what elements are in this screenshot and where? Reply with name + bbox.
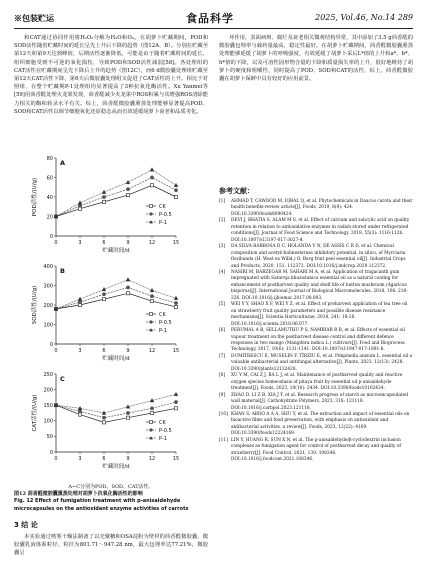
x-axis-label: 贮藏时间/d — [102, 356, 130, 362]
data-point — [150, 300, 153, 303]
data-point — [102, 190, 106, 194]
y-axis-label: SOD活性/(U/g) — [32, 285, 38, 325]
reference-number: [9] — [219, 392, 226, 398]
legend-label: P-1 — [159, 327, 167, 334]
data-point — [126, 416, 129, 419]
data-point — [102, 293, 105, 296]
reference-number: [3] — [219, 244, 226, 250]
references-heading: 参考文献： — [219, 187, 254, 195]
reference-item — [219, 218, 413, 244]
x-tick-label: 0 — [54, 240, 58, 246]
x-tick-label: 0 — [54, 348, 58, 354]
x-tick-label: 6 — [102, 348, 106, 354]
reference-number: [2] — [219, 218, 226, 224]
legend-marker — [149, 320, 152, 323]
y-tick-label: 200 — [43, 387, 53, 394]
reference-item — [219, 302, 413, 328]
reference-text: LIN Y, HUANG R, SUN X N, et al. The p-anisaldehyde/β-cyclodextrin inclusion complexes as fumigation agent for control of postharvest decay and quality of strawberry[J]. Food Control, 2021, 130: 108346. DOI:10.1016/j.foodcont.2021.108346. — [231, 437, 402, 463]
reference-number: [7] — [219, 353, 226, 359]
reference-text: XU Y M, CAI Z J, BA L J, et al. Maintenance of postharvest quality and reactive oxygen species homeostasis of pitaya fruit by essential oil p-anisaldehyde treatment[J]. Foods, 2023, 10(10): 2434. DOI:10.3390/foods10102434. — [231, 373, 403, 392]
reference-number: [11] — [219, 437, 228, 443]
reference-item — [219, 244, 413, 270]
reference-number: [1] — [219, 199, 226, 204]
data-point — [78, 413, 81, 416]
data-point — [150, 184, 153, 187]
reference-item — [219, 393, 413, 412]
data-point — [150, 411, 153, 414]
data-point — [102, 200, 105, 203]
reference-item — [219, 270, 413, 302]
section-heading: 3 结 论 — [14, 521, 38, 529]
y-tick-label: 40 — [46, 194, 53, 201]
data-point — [126, 411, 129, 414]
legend-marker — [149, 428, 152, 431]
data-point — [150, 168, 154, 172]
y-tick-label: 0 — [49, 449, 53, 456]
body-text: 坏作用，表面病斑、腐烂及衰老相关微观结构异常，其中添加了3.5 g茴香醛的微胶囊包埋率与载药量最高，稳定性最好。在胡萝卜贮藏期间，茴香醛微胶囊熏蒸处理能够延缓了胡萝卜的呼吸强度，有效延缓了胡萝卜采后L*值的上升和a*、b*、h*值的下降，以及可溶性固形物含量的下降和质量损失率的上升，很好地维持了胡萝卜的硬度和咀嚼性，同时提高了POD、SOD和CAT的活性，综上，茴香醛微胶囊在胡萝卜保鲜中具有较好的应用前景。 — [219, 35, 413, 83]
journal-title: 食品科学 — [186, 12, 234, 25]
series-line-ck — [56, 293, 176, 309]
reference-item — [219, 199, 413, 218]
data-point — [102, 421, 105, 424]
y-tick-label: 0 — [49, 233, 53, 240]
reference-list — [219, 199, 413, 464]
x-tick-label: 9 — [126, 456, 130, 462]
legend-marker — [150, 205, 153, 208]
reference-number: [6] — [219, 328, 226, 334]
legend-label: P-0.5 — [159, 211, 172, 218]
reference-item — [219, 438, 413, 464]
data-point — [126, 405, 130, 409]
reference-number: [8] — [219, 373, 226, 379]
x-tick-label: 12 — [148, 240, 156, 246]
conclusion-paragraph — [14, 533, 208, 558]
y-tick-label: 100 — [43, 418, 53, 425]
y-tick-label: 60 — [46, 175, 53, 182]
x-tick-label: 15 — [172, 456, 180, 462]
legend-label: CK — [159, 311, 166, 318]
reference-text: WEI Y Y, SHAO X F, WEI Y Z, et al. Effect of preharvest application of tea tree oil on strawberry fruit quality parameters and possible disease resistance mechanisms[J]. Scientia Horticulturae, 2018, 241: 18-28. DOI:10.1016/j.scienta.2018.06.077. — [231, 302, 408, 327]
data-point — [126, 278, 130, 282]
x-axis-label: 贮藏时间/d — [102, 248, 130, 254]
reference-number: [10] — [219, 411, 228, 417]
y-tick-label: 100 — [43, 322, 53, 329]
data-point — [150, 295, 153, 298]
y-tick-label: 50 — [46, 434, 53, 441]
x-tick-label: 3 — [78, 348, 82, 354]
data-point — [102, 195, 105, 198]
data-point — [174, 188, 177, 191]
reference-item — [219, 328, 413, 354]
data-point — [174, 305, 177, 308]
reference-item — [219, 373, 413, 392]
running-header — [14, 10, 413, 29]
data-point — [126, 193, 129, 196]
legend-label: P-1 — [159, 219, 167, 226]
legend-label: P-0.5 — [159, 319, 172, 326]
data-point — [126, 286, 129, 289]
y-tick-label: 80 — [46, 155, 53, 162]
data-point — [174, 400, 177, 403]
reference-text: AHMAD T, CAWOOD M, IQBAL Q, et al. Phytochemicals in Daucus carota and their health benefits-review article[J]. Foods, 2019, 8(9): 424. DOI:10.3390/foods8090424. — [231, 199, 413, 217]
data-point — [126, 292, 129, 295]
data-point — [102, 416, 105, 419]
x-tick-label: 12 — [148, 348, 156, 354]
x-tick-label: 12 — [148, 456, 156, 462]
series-line-ck — [56, 185, 176, 216]
y-tick-label: 200 — [43, 302, 53, 309]
figure-12 — [14, 152, 208, 482]
legend-marker — [150, 313, 153, 316]
reference-item — [219, 412, 413, 438]
reference-text: ZHAO D, LI Z B, XIA J Y, et al. Research progress of starch as microencapsulated wall material[J]. Carbohydrate Polymers, 2023, 318: 121118. DOI:10.1016/j.carbpol.2023.121118. — [231, 392, 408, 411]
data-point — [174, 301, 177, 304]
data-point — [174, 407, 177, 410]
reference-number: [5] — [219, 302, 226, 308]
y-axis-label: CAT活性/(U/g) — [32, 394, 38, 432]
reference-text: DA SILVA BARBOSA D C, HOLANDA V N, DE ASSIS C R D, et al. Chemical composition and acetylcholinesterase inhibitory potential, in silico, of Myrciaria floribunda (H. West ex Willd.) O. Berg fruit peel essential oil[J]. Industrial Crops and Products, 2020, 151: 112372. DOI:10.1016/j.indcrop.2020.112372. — [231, 244, 406, 269]
legend-label: P-0.5 — [159, 427, 172, 434]
x-tick-label: 15 — [172, 348, 180, 354]
y-tick-label: 0 — [49, 341, 53, 348]
y-tick-label: 150 — [43, 403, 53, 409]
reference-number: [4] — [219, 269, 226, 275]
reference-text: NASIRI M, BARZEGAR M, SAHARI M A, et al. Application of tragacanth gum impregnated with Satureja khuzistanica essential oil as a natural coating for enhancement of postharvest quality and shelf life of button mushroom (Agaricus bisporus)[J]. International Journal of Biological Macromolecules, 2018, 106: 218-226. DOI:10.1016/j.ijbiomac.2017.08.003. — [231, 269, 408, 301]
x-tick-label: 6 — [102, 240, 106, 246]
y-tick-label: 300 — [43, 283, 53, 290]
data-point — [174, 183, 178, 187]
legend-label: P-1 — [159, 435, 167, 442]
data-point — [78, 204, 81, 207]
x-tick-label: 9 — [126, 240, 130, 246]
x-axis-label: 贮藏时间/d — [102, 464, 130, 470]
right-paragraph — [219, 34, 413, 83]
data-point — [174, 296, 178, 300]
y-axis-label: POD活性/(U/g) — [32, 177, 38, 217]
legend-label: CK — [159, 419, 166, 426]
y-tick-label: 20 — [46, 214, 53, 221]
reference-text: DUMITRESCU E, MUSELIN F, TÎRZIU E, et al. Pimpinella anisum L. essential oil a valuable antibacterial and antifungal alternative[J]. Plants, 2023, 12(13): 2428. DOI:10.3390/plants12132428. — [231, 353, 413, 372]
panel-letter: A — [60, 159, 66, 167]
data-point — [126, 188, 129, 191]
caption-en: Fig. 12 Effect of fumigation treatment with p-anisaldehyde microcapsules on the antioxidant enzyme activities of carrots — [14, 498, 189, 512]
panel-letter: B — [60, 267, 65, 275]
y-tick-label: 250 — [43, 371, 53, 378]
data-point — [174, 195, 177, 198]
reference-text: DEVI J, BHATIA S, ALAM M S, et al. Effect of calcium and salicylic acid on quality retention in relation to antioxidative enzymes in radish stored under refrigerated conditions[J]. Journal of Food Science and Technology, 2018, 55(3): 1116-1126. DOI:10.1007/s13197-017-3027-4. — [231, 218, 410, 243]
data-point — [78, 410, 81, 413]
figure-svg — [14, 152, 208, 482]
legend-marker — [149, 212, 152, 215]
volume-page: 2025, Vol.46, No.14 289 — [315, 13, 413, 22]
data-point — [126, 180, 130, 184]
body-text: 和CAT通过协同作用将H₂O₂分解为H₂O和O₂。在胡萝卜贮藏期间，POD和SOD活性随着贮藏时间的延长呈先上升后下降的趋势（图12A、B）。分别在贮藏至第12天和第9天达到峰值，后期活性逐渐降低，可能是由于随着贮藏时间的延长，组织细胞受到不可逆的氧化损伤，导致POD和SOD活性减弱[58]。各处理组的CAT活性在贮藏期间呈先下降后上升的趋势（图12C），而6 d微胶囊处理组贮藏至第12天CAT活性下降，第6天后微胶囊处理组又促进了CAT活性的上升。相比于对照组，在整个贮藏期P-1处理组均显著提高了3种抗氧化酶活性。Xu Yanmei等[59]用茴香醛处理火龙果发现，茴香醛减少火龙果中ROS积累与其增强ROS清除能力相关的酶和转录水平有关。综上，茴香醛微胶囊熏蒸处理能够显著提高POD、SOD和CAT活性以调节细胞氧化还原稳态从而有效延缓胡萝卜衰老和品质劣化。 — [14, 35, 208, 115]
y-tick-label: 400 — [43, 263, 53, 270]
x-tick-label: 3 — [78, 240, 82, 246]
legend-marker — [150, 421, 153, 424]
data-point — [150, 407, 153, 410]
panel-letter: C — [60, 375, 65, 383]
data-point — [78, 300, 81, 303]
x-tick-label: 6 — [102, 456, 106, 462]
x-tick-label: 9 — [126, 348, 130, 354]
caption-zh: 图12 茴香醛微胶囊熏蒸处理对胡萝卜抗氧化酶活性的影响 — [14, 491, 143, 498]
data-point — [174, 392, 178, 396]
body-text: 本实验通过喷雾干燥法制备了以壳聚糖和OSA淀粉为壁材的茴香醛微胶囊，微胶囊乳液体系粒径、粒径为801.71～947.28 nm，最大包埋率达77.21%，微胶囊呈 — [14, 534, 208, 557]
legend-label: CK — [159, 203, 166, 210]
figure-subtitle: A~C分别为POD、SOD、CAT活性。 — [68, 484, 154, 490]
series-line-p-1 — [56, 280, 176, 309]
x-tick-label: 15 — [172, 240, 180, 246]
x-tick-label: 3 — [78, 456, 82, 462]
reference-text: PERUMAL A B, SELLAMUTHU P S, NAMBIAR R B, et al. Effects of essential oil vapour treatment on the postharvest disease control and different defence responses in two mango (Mangifera indica L.) cultivars[J]. Food and Bioprocess Technology, 2017, 10(6): 1131-1141. DOI:10.1007/s11947-017-1891-6. — [231, 328, 405, 353]
x-tick-label: 0 — [54, 456, 58, 462]
section-tag: ※包装贮运 — [14, 13, 54, 23]
figure-caption — [14, 484, 208, 513]
data-point — [150, 176, 153, 179]
data-point — [102, 298, 105, 301]
left-paragraph — [14, 34, 208, 116]
reference-text: KHAN S, ABDO A A A, SHU Y, et al. The extraction and impact of essential oils on bioactive films and food preservation, with emphasis on antioxidant and antibacterial activities, a review[J]. Foods, 2023, 12(22): 4169. DOI:10.3390/foods12224169. — [231, 411, 410, 437]
reference-item — [219, 354, 413, 373]
